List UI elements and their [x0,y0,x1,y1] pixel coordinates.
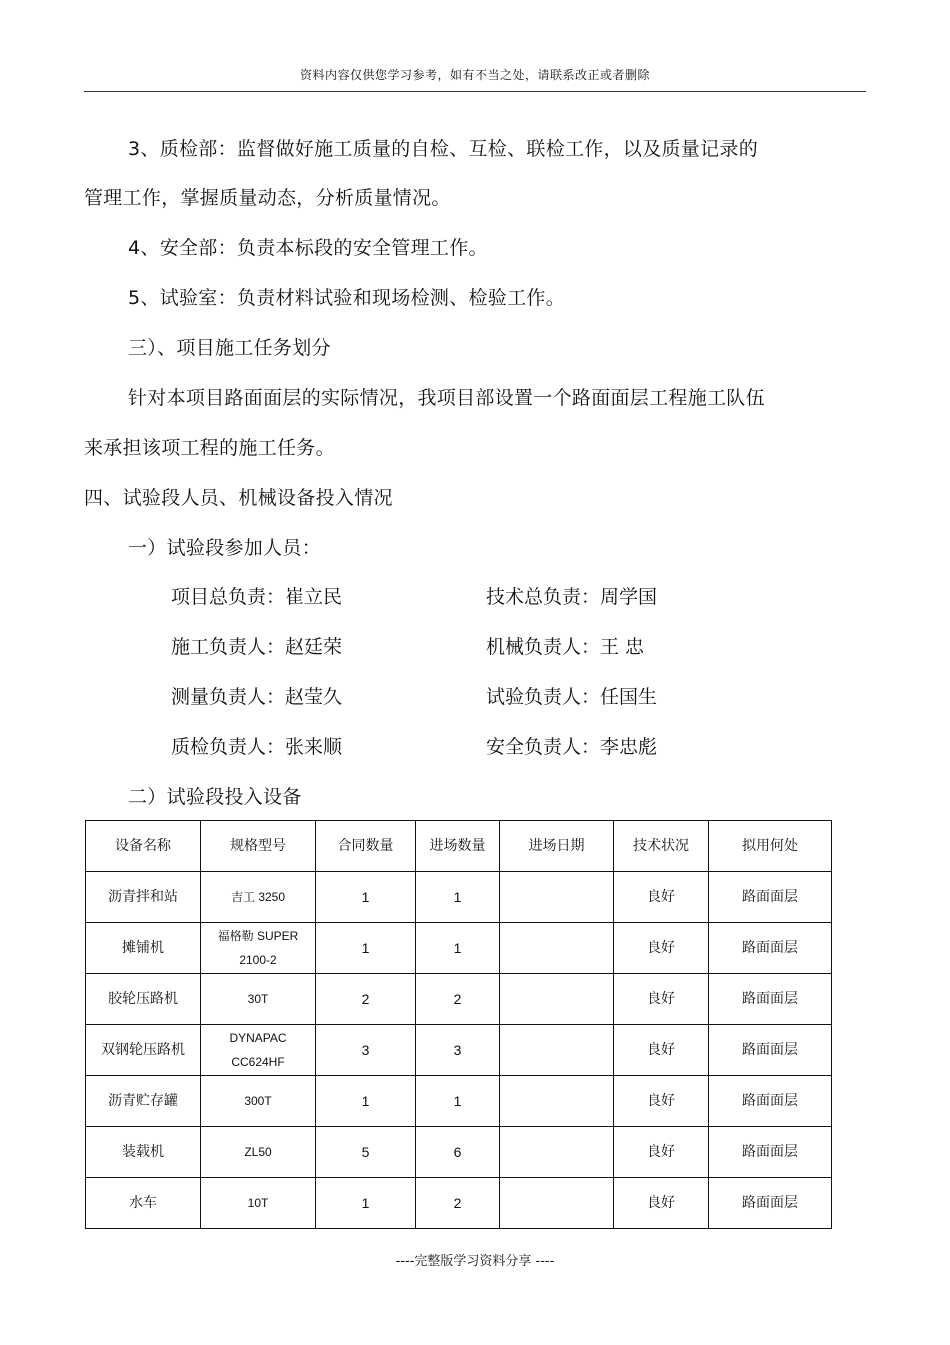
table-row [86,923,832,974]
contract-qty: 3 [316,1025,416,1076]
table-row [86,1076,832,1127]
equipment-spec: 300T [201,1076,316,1127]
header-equipment-name: 设备名称 [86,821,201,872]
equipment-name: 双钢轮压路机 [86,1025,201,1076]
paragraph-qc-dept: 3、质检部：监督做好施工质量的自检、互检、联检工作，以及质量记录的 [128,138,758,160]
arrival-date [500,1076,614,1127]
staff-test-lead: 试验负责人：任国生 [486,686,658,708]
header-spec-model: 规格型号 [201,821,316,872]
contract-qty: 1 [316,1178,416,1229]
intended-use: 路面面层 [709,923,832,974]
tech-status: 良好 [614,923,709,974]
tech-status: 良好 [614,1178,709,1229]
arrived-qty: 1 [416,1076,500,1127]
paragraph-safety-dept: 4、安全部：负责本标段的安全管理工作。 [128,237,488,259]
header-arrival-date: 进场日期 [500,821,614,872]
equipment-table [85,820,832,1229]
staff-machinery-lead: 机械负责人：王 忠 [486,636,645,658]
arrived-qty: 2 [416,1178,500,1229]
arrived-qty: 1 [416,872,500,923]
equipment-name: 摊铺机 [86,923,201,974]
paragraph-qc-dept-cont: 管理工作，掌握质量动态，分析质量情况。 [84,187,451,209]
equipment-name: 装载机 [86,1127,201,1178]
paragraph-task-division-cont: 来承担该项工程的施工任务。 [84,437,335,459]
tech-status: 良好 [614,1076,709,1127]
page-header-note: 资料内容仅供您学习参考，如有不当之处，请联系改正或者删除 [299,68,650,82]
subheading-personnel: 一）试验段参加人员： [128,537,322,559]
intended-use: 路面面层 [709,1127,832,1178]
tech-status: 良好 [614,1127,709,1178]
equipment-spec: 30T [201,974,316,1025]
intended-use: 路面面层 [709,872,832,923]
header-contract-qty: 合同数量 [316,821,416,872]
tech-status: 良好 [614,1025,709,1076]
equipment-name: 胶轮压路机 [86,974,201,1025]
arrival-date [500,974,614,1025]
arrived-qty: 1 [416,923,500,974]
tech-status: 良好 [614,974,709,1025]
intended-use: 路面面层 [709,974,832,1025]
header-arrived-qty: 进场数量 [416,821,500,872]
table-row [86,872,832,923]
staff-safety-lead: 安全负责人：李忠彪 [486,736,658,758]
equipment-spec: 吉工 3250 [201,872,316,923]
header-intended-use: 拟用何处 [709,821,832,872]
staff-survey-lead: 测量负责人：赵莹久 [171,686,343,708]
arrival-date [500,1025,614,1076]
arrival-date [500,1178,614,1229]
arrival-date [500,923,614,974]
contract-qty: 2 [316,974,416,1025]
tech-status: 良好 [614,872,709,923]
paragraph-task-division: 针对本项目路面面层的实际情况，我项目部设置一个路面面层工程施工队伍 [128,387,765,409]
table-row [86,1127,832,1178]
equipment-spec: 福格勒 SUPER 2100-2 [201,923,316,974]
arrival-date [500,872,614,923]
page-footer: ----完整版学习资料分享 ---- [395,1254,555,1269]
contract-qty: 1 [316,1076,416,1127]
staff-qc-lead: 质检负责人：张来顺 [171,736,343,758]
arrived-qty: 3 [416,1025,500,1076]
table-row [86,1178,832,1229]
contract-qty: 1 [316,923,416,974]
header-tech-status: 技术状况 [614,821,709,872]
arrived-qty: 6 [416,1127,500,1178]
equipment-name: 沥青贮存罐 [86,1076,201,1127]
table-header-row [86,821,832,872]
contract-qty: 5 [316,1127,416,1178]
staff-tech-lead: 技术总负责：周学国 [486,586,658,608]
equipment-spec: DYNAPAC CC624HF [201,1025,316,1076]
section-heading-resources: 四、试验段人员、机械设备投入情况 [84,487,393,509]
contract-qty: 1 [316,872,416,923]
section-heading-task-division: 三）、项目施工任务划分 [128,337,331,359]
subheading-equipment: 二）试验段投入设备 [128,786,302,808]
arrival-date [500,1127,614,1178]
equipment-name: 水车 [86,1178,201,1229]
staff-project-lead: 项目总负责：崔立民 [171,586,343,608]
equipment-spec: ZL50 [201,1127,316,1178]
paragraph-lab: 5、试验室：负责材料试验和现场检测、检验工作。 [128,287,565,309]
table-row [86,1025,832,1076]
staff-construction-lead: 施工负责人：赵廷荣 [171,636,343,658]
header-divider [84,91,866,92]
intended-use: 路面面层 [709,1178,832,1229]
equipment-name: 沥青拌和站 [86,872,201,923]
intended-use: 路面面层 [709,1076,832,1127]
intended-use: 路面面层 [709,1025,832,1076]
arrived-qty: 2 [416,974,500,1025]
equipment-spec: 10T [201,1178,316,1229]
table-row [86,974,832,1025]
